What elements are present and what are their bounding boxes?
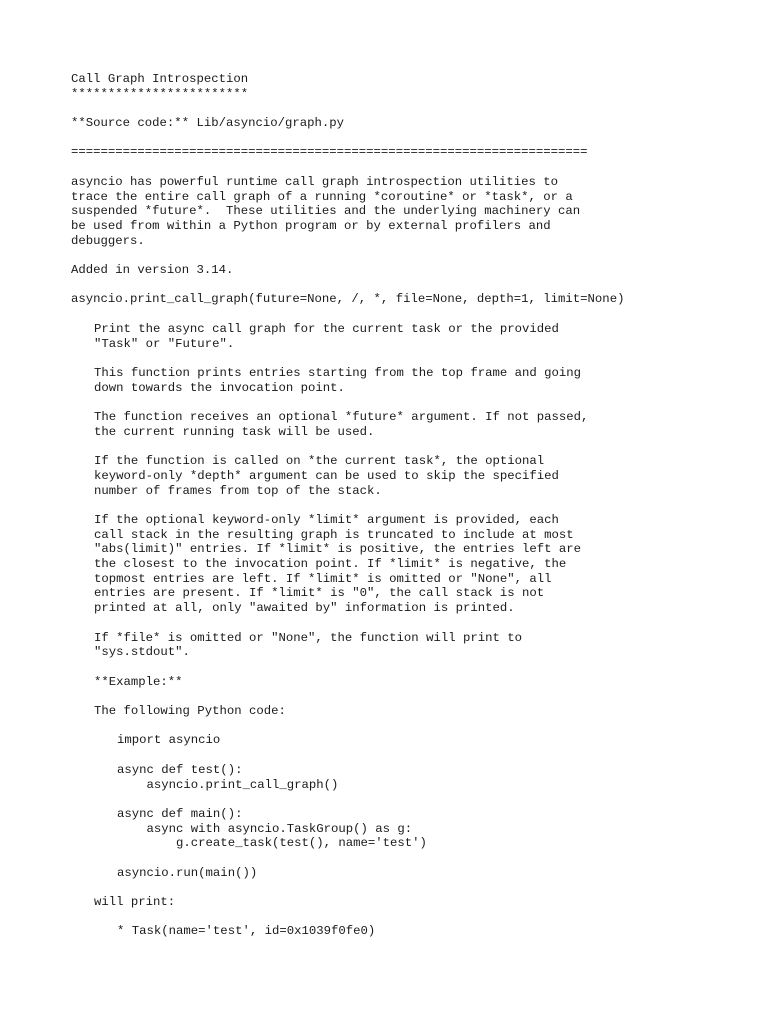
code-block: import asyncio	[117, 733, 221, 748]
code-block: async def test(): asyncio.print_call_graph()	[117, 762, 339, 792]
example-heading: **Example:**	[94, 674, 183, 689]
description-paragraph: If the function is called on *the current task*, the optional keyword-only *depth* argument can be used to skip the specified number of frames from top of the stack.	[94, 454, 559, 498]
output-line: * Task(name='test', id=0x1039f0fe0)	[117, 924, 376, 939]
code-block: async def main(): async with asyncio.TaskGroup() as g: g.create_task(test(), name='test')	[117, 806, 427, 851]
document-page	[71, 72, 751, 939]
intro-paragraph: asyncio has powerful runtime call graph introspection utilities to trace the entire call graph of a running *coroutine* or *task*, or a suspended *future*. These utilities and the underlying machinery can be used from within a Python program or by external profilers and debuggers.	[71, 174, 581, 248]
description-paragraph: If *file* is omitted or "None", the function will print to "sys.stdout".	[94, 630, 523, 660]
code-block: asyncio.run(main())	[117, 865, 258, 880]
description-paragraph: This function prints entries starting from the top frame and going down towards the invocation point.	[94, 365, 582, 395]
will-print-label: will print:	[94, 895, 176, 910]
source-code-line: **Source code:** Lib/asyncio/graph.py	[71, 116, 345, 131]
description-paragraph: If the optional keyword-only *limit* argument is provided, each call stack in the resulting graph is truncated to include at most "abs(limit)" entries. If *limit* is positive, the entries left are the closest to the invocation point. If *limit* is negative, the topmost entries are left. If *limit* is omitted or "None", all entries are present. If *limit* is "0", the call stack is not printed at all, only "awaited by" information is printed.	[94, 512, 582, 616]
description-paragraph: Print the async call graph for the current task or the provided "Task" or "Future".	[94, 321, 559, 351]
title-underline: ************************	[71, 86, 249, 101]
version-note: Added in version 3.14.	[71, 263, 234, 278]
page-title: Call Graph Introspection	[71, 72, 249, 86]
section-separator: ======================================================================	[71, 145, 588, 160]
description-paragraph: The following Python code:	[94, 704, 286, 719]
function-signature: asyncio.print_call_graph(future=None, /, *, file=None, depth=1, limit=None)	[71, 292, 625, 307]
description-paragraph: The function receives an optional *future* argument. If not passed, the current running task will be used.	[94, 410, 589, 439]
